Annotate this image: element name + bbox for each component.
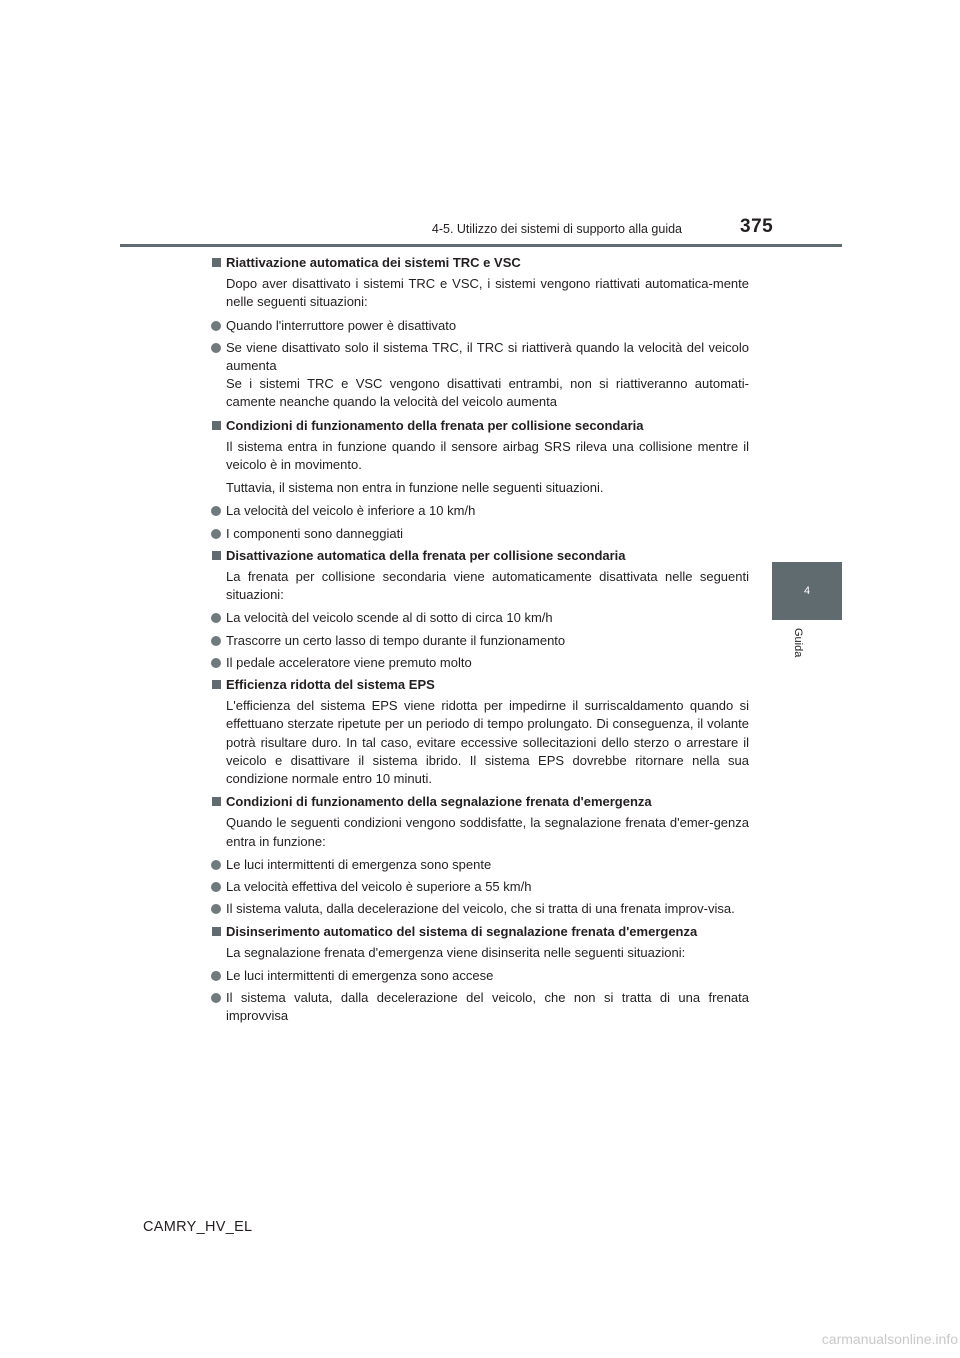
section-paragraph: La segnalazione frenata d'emergenza viene disinserita nelle seguenti situazioni: [226, 944, 686, 960]
bullet-item: La velocità effettiva del veicolo è superiore a 55 km/h [211, 878, 749, 896]
bullet-item: Le luci intermittenti di emergenza sono spente [211, 856, 749, 874]
section-paragraph: Quando le seguenti condizioni vengono soddisfatte, la segnalazione frenata d'emer-genza entra in funzione: [226, 815, 749, 849]
bullet-item: Il sistema valuta, dalla decelerazione del veicolo, che si tratta di una frenata improv-visa. [211, 900, 749, 918]
square-bullet-icon [212, 797, 221, 806]
watermark: carmanualsonline.info [821, 1331, 958, 1347]
circle-bullet-icon [211, 993, 221, 1003]
section-title: Condizioni di funzionamento della frenata per collisione secondaria [211, 417, 749, 435]
bullet-item: La velocità del veicolo scende al di sotto di circa 10 km/h [211, 609, 749, 627]
footer-model-code: CAMRY_HV_EL [143, 1219, 253, 1235]
bullet-item: I componenti sono danneggiati [211, 525, 749, 543]
circle-bullet-icon [211, 904, 221, 914]
section-title: Efficienza ridotta del sistema EPS [211, 676, 749, 694]
square-bullet-icon [212, 258, 221, 267]
section-paragraph: L'efficienza del sistema EPS viene ridotta per impedirne il surriscaldamento quando si effettuano sterzate ripetute per un periodo di tempo prolungato. Di conseguenza, il volante potrà risultare duro. In tal caso, evitare eccessive sollecitazioni dello sterzo o arrestare il veicolo e disattivare il sistema ibrido. Il sistema EPS dovrebbe ritornare nella sua condizione normale entro 10 minuti. [226, 698, 749, 787]
circle-bullet-icon [211, 882, 221, 892]
section-title: Condizioni di funzionamento della segnalazione frenata d'emergenza [211, 793, 749, 811]
chapter-number: 4 [803, 585, 811, 597]
circle-bullet-icon [211, 658, 221, 668]
bullet-item: Se viene disattivato solo il sistema TRC, il TRC si riattiverà quando la velocità del veicolo aumenta [211, 339, 749, 375]
header-rule [120, 244, 842, 247]
square-bullet-icon [212, 680, 221, 689]
section-title: Riattivazione automatica dei sistemi TRC e VSC [211, 254, 749, 272]
bullet-item: Quando l'interruttore power è disattivato [211, 317, 749, 335]
chapter-tab [772, 562, 842, 620]
section-title: Disinserimento automatico del sistema di segnalazione frenata d'emergenza [211, 923, 749, 941]
chapter-label: Guida [792, 628, 804, 658]
circle-bullet-icon [211, 860, 221, 870]
circle-bullet-icon [211, 636, 221, 646]
bullet-item: Le luci intermittenti di emergenza sono accese [211, 967, 749, 985]
section-paragraph: La frenata per collisione secondaria viene automaticamente disattivata nelle seguenti situazioni: [226, 569, 749, 603]
section-title: Disattivazione automatica della frenata per collisione secondaria [211, 547, 749, 565]
circle-bullet-icon [211, 971, 221, 981]
bullet-item: Il sistema valuta, dalla decelerazione del veicolo, che non si tratta di una frenata improvvisa [211, 989, 749, 1025]
bullet-item: La velocità del veicolo è inferiore a 10 km/h [211, 502, 749, 520]
square-bullet-icon [212, 551, 221, 560]
bullet-item: Il pedale acceleratore viene premuto molto [211, 654, 749, 672]
header-section-title: 4-5. Utilizzo dei sistemi di supporto alla guida [431, 222, 682, 236]
circle-bullet-icon [211, 506, 221, 516]
circle-bullet-icon [211, 613, 221, 623]
section-paragraph: Tuttavia, il sistema non entra in funzione nelle seguenti situazioni. [226, 480, 604, 496]
square-bullet-icon [212, 421, 221, 430]
bullet-note: Se i sistemi TRC e VSC vengono disattivati entrambi, non si riattiveranno automati-camente neanche quando la velocità del veicolo aumenta [226, 376, 749, 410]
circle-bullet-icon [211, 321, 221, 331]
section-paragraph: Il sistema entra in funzione quando il sensore airbag SRS rileva una collisione mentre il veicolo è in movimento. [226, 438, 749, 473]
bullet-item: Trascorre un certo lasso di tempo durante il funzionamento [211, 632, 749, 650]
circle-bullet-icon [211, 529, 221, 539]
circle-bullet-icon [211, 343, 221, 353]
page-number: 375 [740, 216, 774, 237]
square-bullet-icon [212, 927, 221, 936]
section-paragraph: Dopo aver disattivato i sistemi TRC e VSC, i sistemi vengono riattivati automatica-mente nelle seguenti situazioni: [226, 276, 749, 310]
page-content [211, 254, 749, 1030]
